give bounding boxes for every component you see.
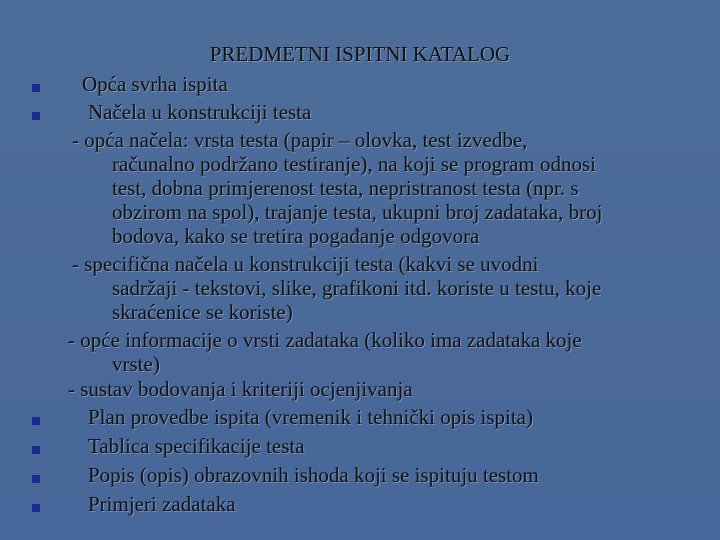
- text-line: - opće informacije o vrsti zadataka (koliko ima zadataka koje: [68, 328, 582, 352]
- text-line: obzirom na spol), trajanje testa, ukupni broj zadataka, broj: [112, 200, 603, 224]
- text-line: bodova, kako se tretira pogađanje odgovora: [112, 224, 480, 248]
- bullet-item-table: Tablica specifikacije testa: [88, 434, 305, 458]
- square-bullet-icon: [32, 417, 40, 425]
- text-line: - opća načela: vrsta testa (papir – olovka, test izvedbe,: [72, 128, 528, 152]
- slide-title: PREDMETNI ISPITNI KATALOG: [209, 42, 511, 66]
- text-line: - specifična načela u konstrukciji testa (kakvi se uvodni: [72, 252, 539, 276]
- text-line: vrste): [112, 352, 160, 376]
- square-bullet-icon: [32, 504, 40, 512]
- text-line: računalno podržano testiranje), na koji se program odnosi: [112, 152, 597, 176]
- text-line: test, dobna primjerenost testa, nepristranost testa (npr. s: [112, 176, 579, 200]
- square-bullet-icon: [32, 446, 40, 454]
- bullet-item-plan: Plan provedbe ispita (vremenik i tehnički opis ispita): [88, 405, 533, 429]
- text-line: skraćenice se koriste): [112, 300, 293, 324]
- bullet-item-principles: Načela u konstrukciji testa: [88, 100, 312, 124]
- square-bullet-icon: [32, 84, 40, 92]
- bullet-item-purpose: Opća svrha ispita: [82, 72, 228, 96]
- square-bullet-icon: [32, 112, 40, 120]
- bullet-item-outcomes: Popis (opis) obrazovnih ishoda koji se ispituju testom: [88, 463, 539, 487]
- text-line: - sustav bodovanja i kriteriji ocjenjivanja: [68, 377, 413, 401]
- bullet-item-examples: Primjeri zadataka: [88, 492, 236, 516]
- text-line: sadržaji - tekstovi, slike, grafikoni itd. koriste u testu, koje: [112, 276, 602, 300]
- square-bullet-icon: [32, 475, 40, 483]
